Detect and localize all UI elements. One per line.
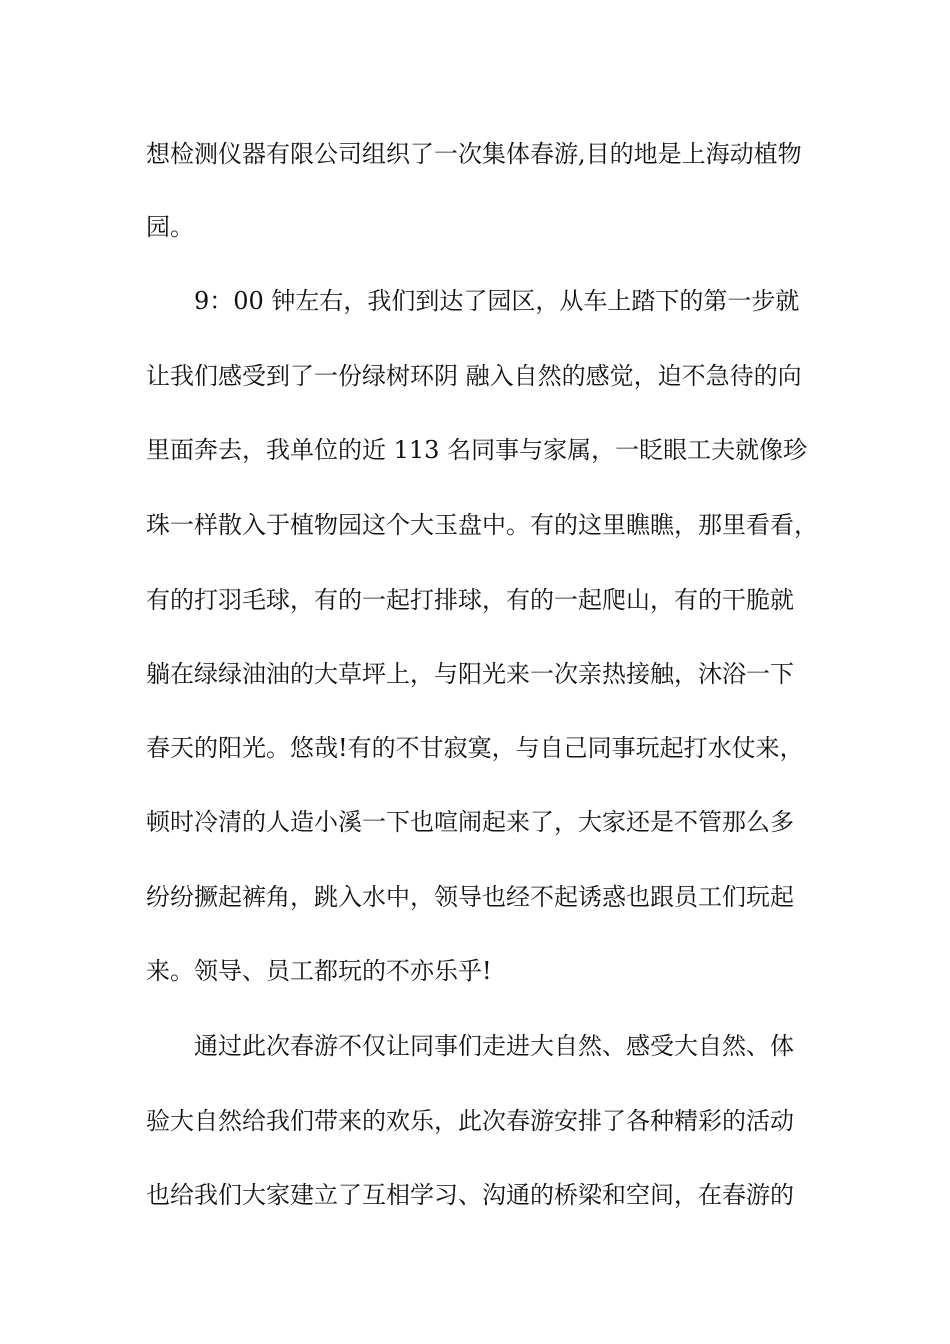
text-line: 躺在绿绿油油的大草坪上，与阳光来一次亲热接触，沐浴一下 [146, 660, 794, 688]
text-line: 顿时冷清的人造小溪一下也喧闹起来了，大家还是不管那么多 [146, 808, 794, 836]
text-line: 想检测仪器有限公司组织了一次集体春游,目的地是上海动植物 [146, 140, 802, 168]
paragraph-first-line: 通过此次春游不仅让同事们走进大自然、感受大自然、体 [194, 1032, 794, 1060]
text-line: 春天的阳光。悠哉!有的不甘寂寞，与自己同事玩起打水仗来， [146, 734, 804, 762]
text-line: 纷纷撅起裤角，跳入水中，领导也经不起诱惑也跟员工们玩起 [146, 883, 794, 911]
paragraph-first-line: 9：00 钟左右，我们到达了园区，从车上踏下的第一步就 [194, 287, 800, 315]
text-line: 里面奔去，我单位的近 113 名同事与家属，一眨眼工夫就像珍 [146, 436, 808, 464]
text-line: 验大自然给我们带来的欢乐，此次春游安排了各种精彩的活动 [146, 1107, 794, 1135]
text-line: 来。领导、员工都玩的不亦乐乎! [146, 957, 492, 985]
text-line: 让我们感受到了一份绿树环阴 融入自然的感觉，迫不急待的向 [146, 362, 802, 390]
text-line: 珠一样散入于植物园这个大玉盘中。有的这里瞧瞧，那里看看， [146, 511, 818, 539]
text-line: 园。 [146, 213, 194, 241]
text-line: 有的打羽毛球，有的一起打排球，有的一起爬山，有的干脆就 [146, 586, 794, 614]
text-line: 也给我们大家建立了互相学习、沟通的桥梁和空间，在春游的 [146, 1181, 794, 1209]
